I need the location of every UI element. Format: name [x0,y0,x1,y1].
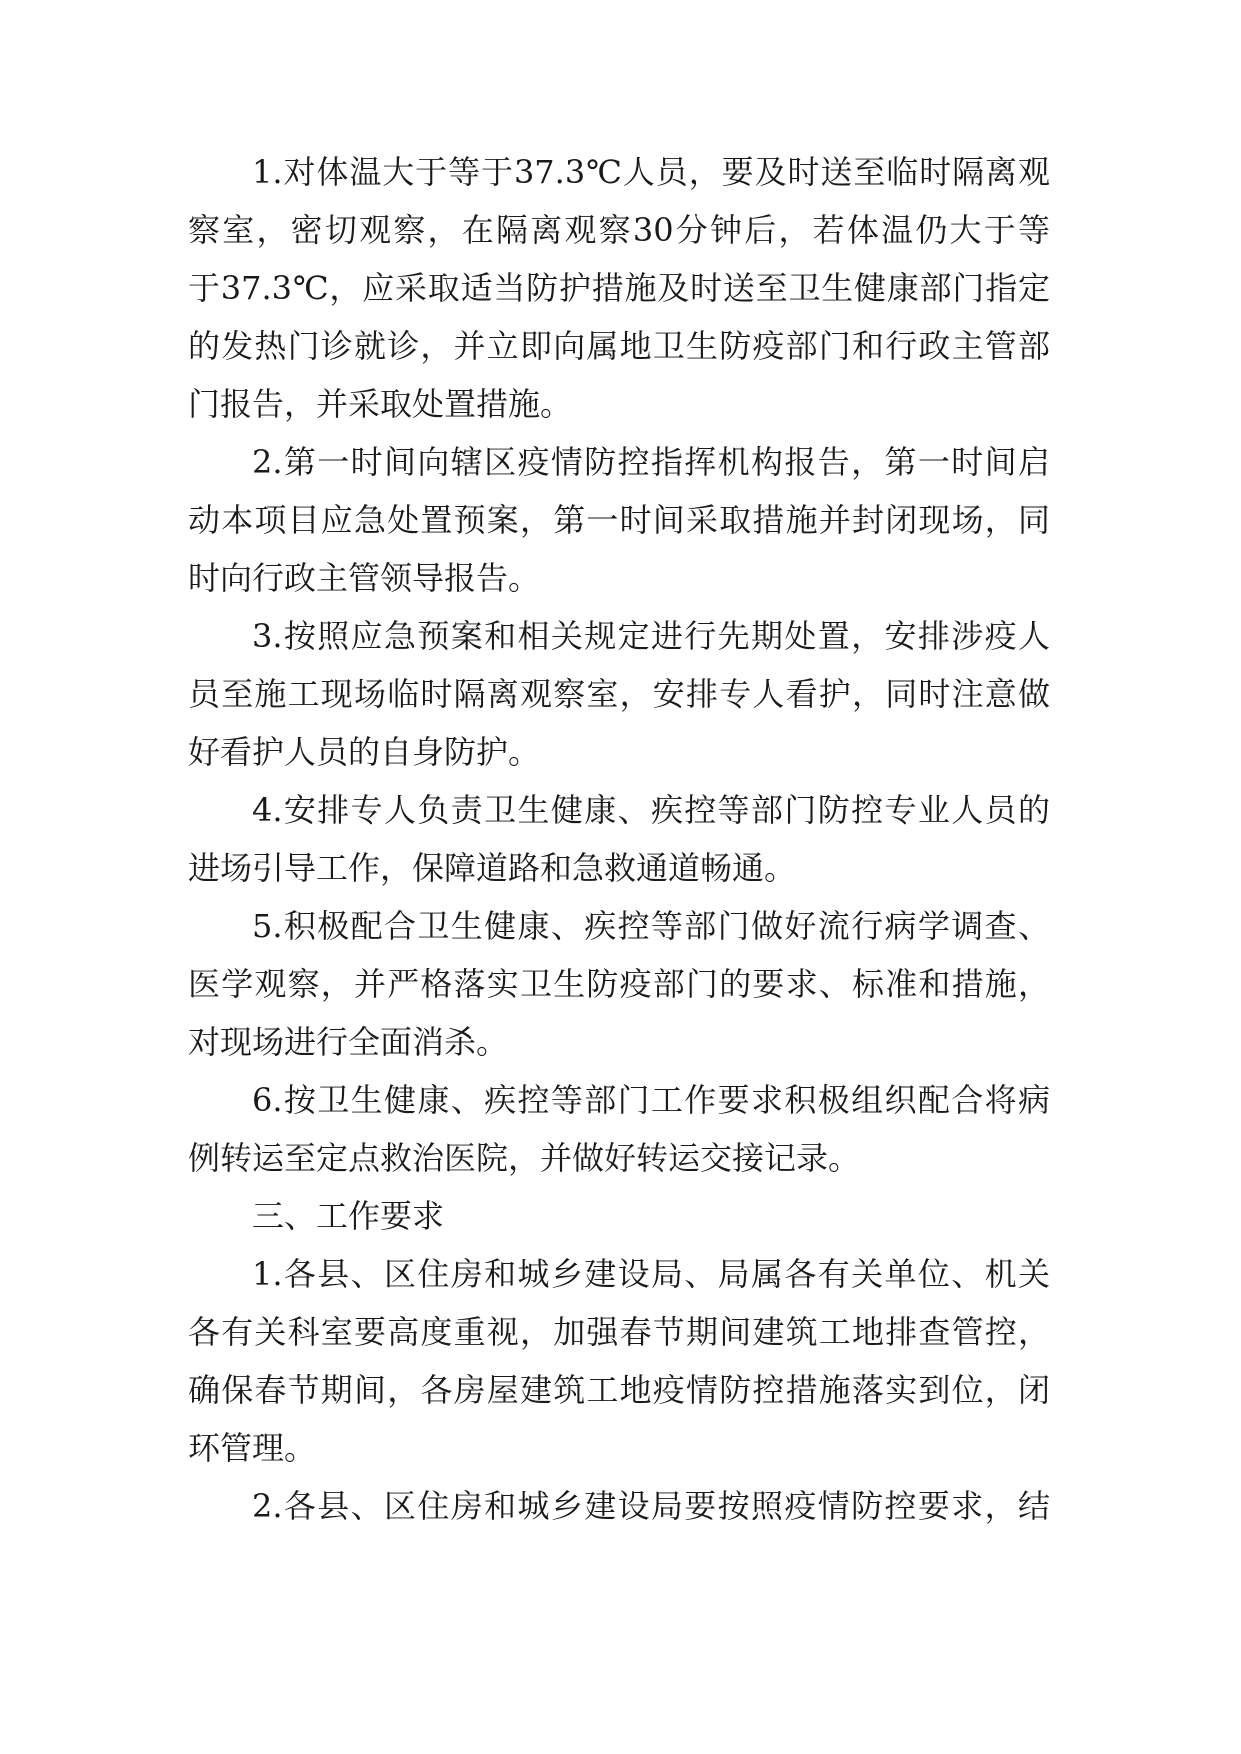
paragraph-line: 好看护人员的自身防护。 [188,733,541,771]
paragraph-line: 进场引导工作，保障道路和急救通道畅通。 [188,849,797,887]
paragraph-line: 1.各县、区住房和城乡建设局、局属各有关单位、机关 [252,1255,1050,1293]
paragraph-line: 员至施工现场临时隔离观察室，安排专人看护，同时注意做 [188,675,1050,713]
paragraph-line: 确保春节期间，各房屋建筑工地疫情防控措施落实到位，闭 [188,1371,1050,1409]
paragraph-line: 门报告，并采取处置措施。 [188,385,573,423]
paragraph-line: 4.安排专人负责卫生健康、疾控等部门防控专业人员的 [252,791,1050,829]
paragraph-line: 对现场进行全面消杀。 [188,1023,509,1061]
paragraph-line: 于37.3℃，应采取适当防护措施及时送至卫生健康部门指定 [188,269,1050,307]
paragraph-line: 医学观察，并严格落实卫生防疫部门的要求、标准和措施， [188,965,1050,1003]
paragraph-line: 环管理。 [188,1429,317,1467]
paragraph-line: 1.对体温大于等于37.3℃人员，要及时送至临时隔离观 [252,153,1050,191]
paragraph-line: 2.各县、区住房和城乡建设局要按照疫情防控要求，结 [252,1487,1050,1525]
paragraph-line: 各有关科室要高度重视，加强春节期间建筑工地排查管控， [188,1313,1050,1351]
paragraph-line: 5.积极配合卫生健康、疾控等部门做好流行病学调查、 [252,907,1050,945]
paragraph-line: 时向行政主管领导报告。 [188,559,541,597]
paragraph-line: 2.第一时间向辖区疫情防控指挥机构报告，第一时间启 [252,443,1050,481]
paragraph-line: 例转运至定点救治医院，并做好转运交接记录。 [188,1139,861,1177]
paragraph-line: 动本项目应急处置预案，第一时间采取措施并封闭现场，同 [188,501,1050,539]
paragraph-line: 6.按卫生健康、疾控等部门工作要求积极组织配合将病 [252,1081,1050,1119]
section-heading: 三、工作要求 [252,1197,445,1235]
paragraph-line: 察室，密切观察，在隔离观察30分钟后，若体温仍大于等 [188,211,1050,249]
paragraph-line: 3.按照应急预案和相关规定进行先期处置，安排涉疫人 [252,617,1050,655]
paragraph-line: 的发热门诊就诊，并立即向属地卫生防疫部门和行政主管部 [188,327,1050,365]
